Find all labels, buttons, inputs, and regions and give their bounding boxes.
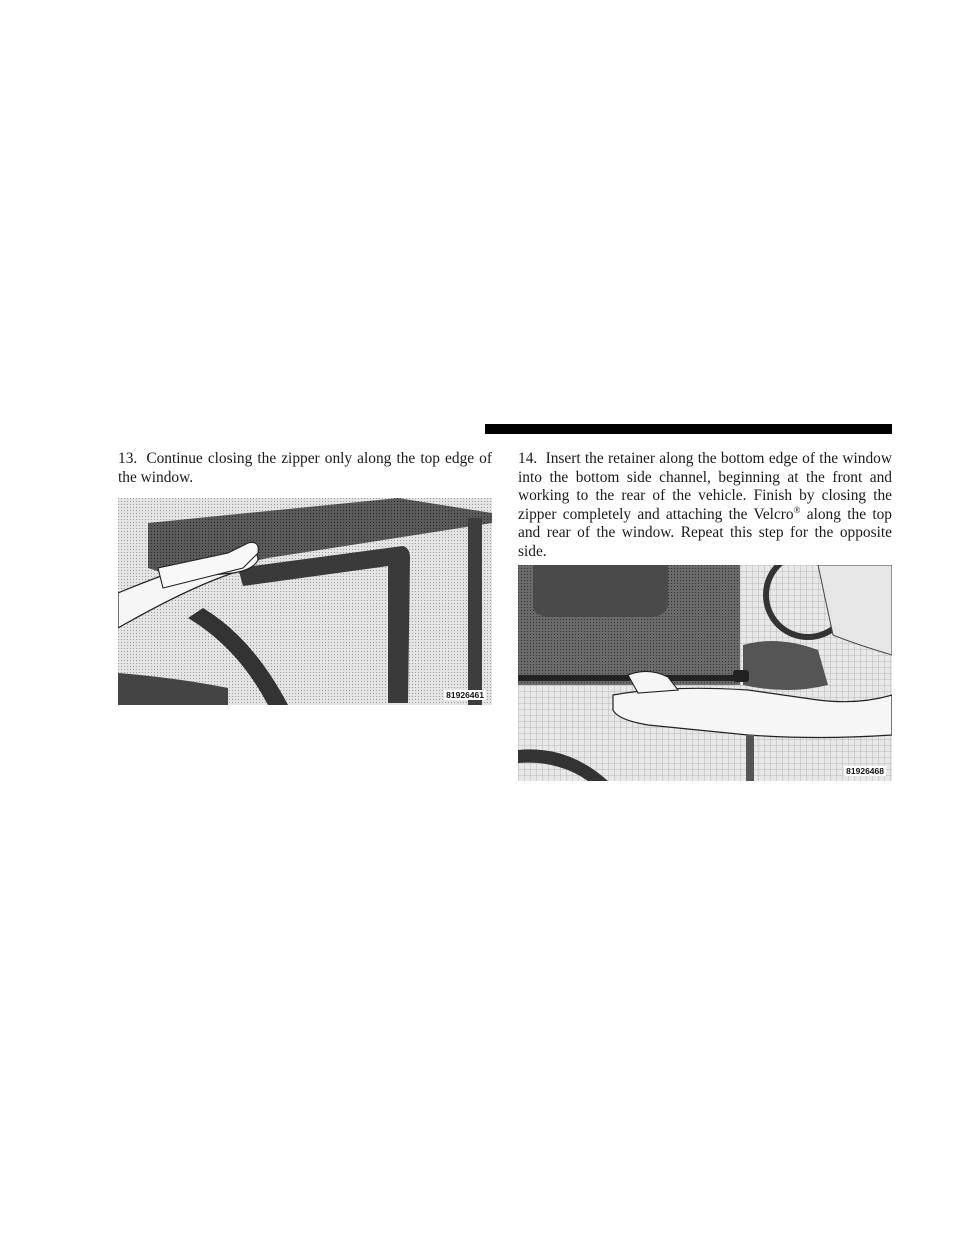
figure-id-81926468: 81926468 — [846, 766, 884, 776]
registered-trademark-symbol: ® — [793, 504, 801, 515]
header-rule — [485, 424, 892, 434]
step-14-text — [518, 450, 892, 562]
figure-id-81926461: 81926461 — [446, 690, 484, 700]
step-13-text — [118, 450, 492, 487]
retainer-insertion-illustration — [518, 565, 892, 781]
step-13-number: 13. — [118, 450, 138, 467]
step-14-body-end: along the top and rear of the window. Repeat this step for the opposite side. — [518, 505, 892, 560]
step-14-number: 14. — [518, 450, 538, 467]
step-13-illustration — [118, 498, 492, 705]
step-14-body-start: Insert the retainer along the bottom edge of the window into the bottom side channel, beginning at the front and working to the rear of the vehicle. Finish by closing the zipper completely and attaching the Velcro — [518, 450, 892, 523]
step-13-body: Continue closing the zipper only along the top edge of the window. — [118, 450, 492, 486]
step-14-illustration — [518, 565, 892, 781]
zipper-closing-illustration — [118, 498, 492, 705]
